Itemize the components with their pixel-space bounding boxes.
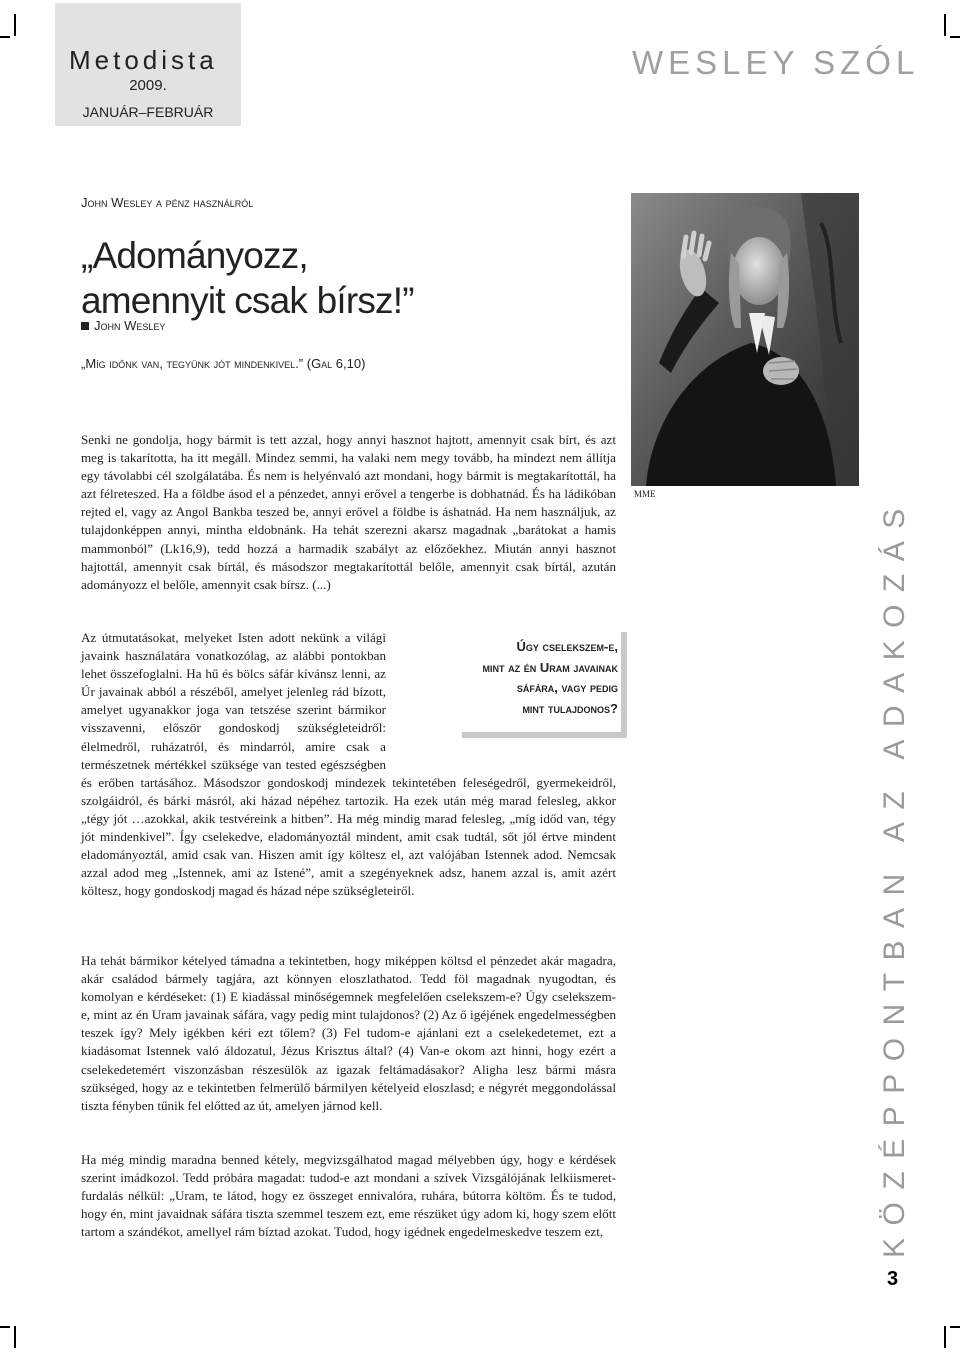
pull-quote-line: mint tulajdonos? (522, 700, 618, 716)
crop-mark (944, 1326, 946, 1348)
crop-mark (950, 1326, 960, 1328)
article-paragraph: Az útmutatásokat, melyeket Isten adott nekünk a világi javaink használatára vonatkozólag, az alábbi pontokban lehet összefoglalni. Ha hű és bölcs sáfár kívánsz lenni, az Úr javainak abból a részéből, amelyet jelenleg rád bízott, amelyet ugyanakkor joga van tetszése szerint bármikor visszavenni, először gondoskodj szükségleteidről: élelmedről, ruházatról, és mindarról, amire csak a természetnek mértékkel szüksége van tested egészségben és erőben tartásához. Másodszor gondoskodj mindezek tekintetében feleségedről, gyermekeidről, szolgáidról, és bárki másról, aki házad népéhez tartozik. Ha ezek után még marad felesleg, akkor „tégy jót …azokkal, akik testvéreink a hitben”. Ha még mindig marad felesleg, „míg időd van, tégy jót mindenkivel”. Így cselekedve, eladományoztál mindent, amit csak tudtál, sőt jól értve mindent eladományoztál, amid csak van. Hiszen amit így költesz el, azt valójában Istennek adod. Nemcsak azzal adod meg „Istennek, ami az Istené”, amit a szegényeknek adsz, hanem azzal is, amit azért költesz, hogy gondoskodj magad és házad népe szükségleteiről. (81, 630, 616, 899)
author-name: John Wesley (94, 318, 166, 333)
issue-months: JANUÁR–FEBRUÁR (82, 104, 214, 120)
headline-line: „Adományozz, (81, 235, 308, 276)
pull-quote-line: sáfára, vagy pedig (516, 680, 618, 695)
page-number: 3 (887, 1268, 899, 1290)
issue-year: 2009. (129, 77, 167, 94)
magazine-name: Metodista (69, 45, 218, 75)
crop-mark (14, 14, 16, 36)
portrait-of-john-wesley-icon (631, 193, 859, 486)
crop-mark (0, 36, 10, 38)
crop-mark (944, 14, 946, 36)
pull-quote (462, 632, 627, 738)
pull-quote-line: mint az én Uram javainak (482, 659, 618, 675)
crop-mark (950, 36, 960, 38)
article-paragraph: Ha még mindig maradna benned kétely, megvizsgálhatod magad mélyebben úgy, hogy e kérdések szerint imádkozol. Tedd próbára magadat: tudod-e azt mondani a szívek Vizsgálójának lelkiismeret-furdalás nélkül: „Uram, te látod, hogy ez összeget ennivalóra, ruhára, bútorra költöm. És te tudod, hogy én, mint javaidnak sáfára tiszta szemmel teszem ezt, eme részüket úgy adom ki, hogy szem előtt tartom a szándékot, amellyel rám bíztad azokat. Tudod, hogy igédnek engedelmeskedve teszem ezt, (81, 1152, 616, 1240)
crop-mark (14, 1326, 16, 1348)
article-kicker: John Wesley a pénz használról (81, 195, 254, 210)
article-headline (81, 233, 481, 323)
crop-mark (0, 1326, 10, 1328)
section-title: WESLEY SZÓL (632, 44, 920, 81)
vertical-column-title: KÖZÉPPONTBAN AZ ADAKOZÁS (878, 496, 911, 1258)
article-paragraph: Ha tehát bármikor kételyed támadna a tekintetben, hogy miképpen költsd el pénzedet akár magadra, akár családod bármely tagjára, azt könnyen eloszlathatod. Tedd föl magadnak nyugodtan, és komolyan e kérdéseket: (1) E kiadással minőségemnek megfelelően cselekszem-e? Úgy cselekszem-e, mint az én Uram javainak sáfára, vagy pedig mint tulajdonos? (2) Az ő igéjének engedelmességben teszek így? Mely igékben kéri ezt tőlem? (3) Fel tudom-e ajánlani ezt a cselekedetemet, ezt a kiadásomat Istennek való áldozatul, Jézus Krisztus által? (4) Van-e okom azt hinni, hogy ezért a cselekedetemért viszonzásban részesülök az igazak feltámadásakor? Aligha lesz bármi másra szükséged, hogy az e tekintetben felmerülő bármilyen kételyeid eloszlasd; e négyrét meggondolással tiszta fényben tűnik fel előtted az út, amelyen járnod kell. (81, 953, 616, 1113)
article-paragraph: Senki ne gondolja, hogy bármit is tett azzal, hogy annyi hasznot hajtott, amennyit csak bírt, és azt meg is takarította, ha itt megáll. Mindez semmi, ha valaki nem megy tovább, ha mindezt nem állítja egy távolabbi cél szolgálatába. És nem is helyénvaló azt mondani, hogy bármit is megtakarítottál, ha azt félreteszed. Ha a földbe ásod el a pénzedet, annyi erővel a tengerbe is dobhatnád. És ha ládikóban rejted el, vagy az Angol Bankba teszed be, annyi erővel a földbe is áshatnád. Ha nem használjuk, az tulajdonképpen annyi, mintha eldobnánk. Ha tehát szerezni akarsz magadnak „barátokat a hamis mammonból” (Lk16,9), tedd hozzá a harmadik szabályt az előzőekhez. Miután annyi hasznot hajtottál, amennyit csak bírtál, és másodszor megtakarítottál belőle, amennyit csak bírtál, azután adományozz el belőle, amennyit csak bírsz. (...) (81, 432, 616, 592)
image-credit: MME (634, 489, 656, 499)
headline-line: amennyit csak bírsz!” (81, 280, 414, 321)
article-author (81, 318, 165, 333)
bullet-square-icon (81, 322, 89, 330)
pull-quote-line: Úgy cselekszem-e, (516, 639, 618, 654)
article-motto: „Míg időnk van, tegyünk jót mindenkivel.” (Gal 6,10) (81, 356, 366, 371)
magazine-masthead (55, 3, 241, 126)
